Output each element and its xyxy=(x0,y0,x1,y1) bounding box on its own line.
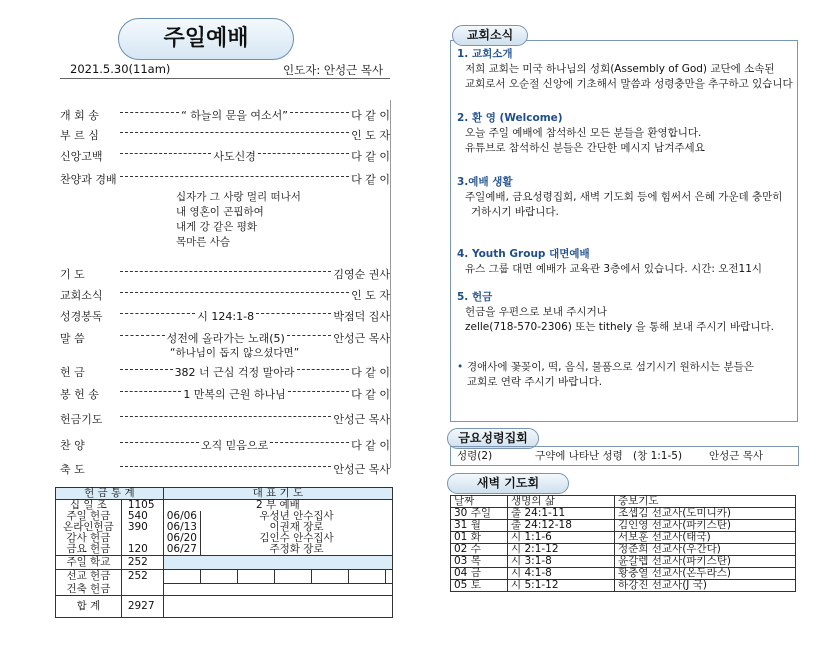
order-content xyxy=(118,107,351,123)
order-content xyxy=(118,308,333,324)
order-label: 축 도 xyxy=(60,463,85,476)
order-label: 교회소식 xyxy=(60,289,103,302)
news-line: 오늘 주일 예배에 참석하신 모든 분들을 환영합니다. xyxy=(465,127,702,139)
dawn-reading: 출 24:1-11 xyxy=(508,508,615,520)
order-role: 다 같 이 xyxy=(351,173,390,186)
order-label: 신앙고백 xyxy=(60,150,103,163)
order-row xyxy=(60,171,390,187)
news-line: 헌금을 우편으로 보내 주시거나 xyxy=(465,306,607,318)
order-content xyxy=(118,411,333,427)
order-row xyxy=(60,330,390,346)
dawn-date: 04 금 xyxy=(451,568,508,580)
news-tab: 교회소식 xyxy=(452,25,528,46)
order-row xyxy=(60,127,390,143)
lyric-line: 내 영혼이 곤핍하여 xyxy=(176,206,264,218)
dashed-leader xyxy=(120,313,195,314)
dashed-leader xyxy=(120,153,211,154)
dashed-leader xyxy=(290,112,349,113)
grid-cell xyxy=(237,570,274,584)
order-role: 다 같 이 xyxy=(351,150,390,163)
prayer-name: 주정화 장로 xyxy=(269,543,324,555)
table-row xyxy=(451,520,796,532)
dawn-header: 날짜 xyxy=(451,496,508,508)
dashed-leader xyxy=(120,391,181,392)
order-row xyxy=(60,107,390,123)
order-role: 인 도 자 xyxy=(351,129,390,142)
order-row xyxy=(60,287,390,303)
offering-name: 금요 헌금 xyxy=(56,544,122,556)
order-content-text: 382 너 근심 걱정 말아라 xyxy=(174,366,295,379)
dashed-leader xyxy=(256,313,331,314)
grid-cell xyxy=(274,570,311,584)
offering-amount: 252 xyxy=(121,570,163,584)
offering-name: 선교 헌금 xyxy=(56,570,122,584)
order-content-text: 1 만복의 근원 하나님 xyxy=(183,388,286,401)
header-divider xyxy=(60,78,390,79)
offering-name: 감사 헌금 xyxy=(56,533,122,544)
prayer-name: 김인수 안수집사 xyxy=(259,532,334,544)
order-role: 다 같 이 xyxy=(351,109,390,122)
table-row xyxy=(451,580,796,592)
dawn-date: 05 토 xyxy=(451,580,508,592)
prayer-service: 2 부 예배 xyxy=(255,499,300,511)
prayer-date: 06/13 xyxy=(163,522,200,533)
order-content xyxy=(118,364,351,380)
offering-name: 온라인헌금 xyxy=(56,522,122,533)
dawn-intercession: 정준희 선교사(우간다) xyxy=(615,544,796,556)
dashed-leader xyxy=(258,153,349,154)
news-heading: 4. Youth Group 대면예배 xyxy=(457,248,590,260)
order-row xyxy=(60,411,390,427)
order-content xyxy=(118,171,351,187)
order-label: 기 도 xyxy=(60,268,85,281)
order-role: 안성근 목사 xyxy=(333,413,390,426)
news-section-4 xyxy=(457,247,793,277)
dashed-leader xyxy=(120,466,331,467)
order-content xyxy=(118,386,351,402)
order-role: 안성근 목사 xyxy=(333,332,390,345)
grid-cell xyxy=(348,570,385,584)
order-role: 박점덕 집사 xyxy=(333,310,390,323)
dashed-leader xyxy=(288,391,349,392)
table-row xyxy=(451,544,796,556)
lyric-line: 내게 강 같은 평화 xyxy=(176,221,258,233)
news-section-2 xyxy=(457,111,793,156)
grid-cell xyxy=(385,570,392,584)
table-row xyxy=(451,532,796,544)
dawn-date: 01 화 xyxy=(451,532,508,544)
order-content xyxy=(118,287,351,303)
order-content-text: “ 하늘의 문을 여소서” xyxy=(181,109,289,122)
order-role: 안성근 목사 xyxy=(333,463,390,476)
news-heading: 2. 환 영 (Welcome) xyxy=(457,112,563,124)
order-label: 헌 금 xyxy=(60,366,85,379)
offering-total-label: 합 계 xyxy=(56,595,122,617)
dashed-leader xyxy=(120,335,165,336)
grid-cell xyxy=(200,570,237,584)
order-role: 다 같 이 xyxy=(351,366,390,379)
dawn-date: 02 수 xyxy=(451,544,508,556)
grid-cell xyxy=(311,570,348,584)
news-line: 경애사에 꽃꽂이, 떡, 음식, 물품으로 섬기시기 원하시는 분들은 xyxy=(467,361,754,373)
news-line: 유스 그룹 대면 예배가 교육관 3층에서 있습니다. 시간: 오전11시 xyxy=(465,263,763,275)
dawn-intercession: 황충열 선교사(온두라스) xyxy=(615,568,796,580)
order-row xyxy=(60,386,390,402)
dawn-header: 생명의 삶 xyxy=(508,496,615,508)
dawn-reading: 시 1:1-6 xyxy=(508,532,615,544)
dashed-leader xyxy=(120,176,349,177)
offering-prayer-table xyxy=(55,487,393,618)
dawn-intercession: 하강진 선교사(J 국) xyxy=(615,580,796,592)
offering-amount: 120 xyxy=(121,544,163,556)
offering-amount xyxy=(121,584,163,596)
offering-name: 주일 헌금 xyxy=(56,511,122,522)
order-row xyxy=(60,308,390,324)
dawn-date: 31 월 xyxy=(451,520,508,532)
offering-total: 2927 xyxy=(121,595,163,617)
page-title: 주일예배 xyxy=(118,18,294,60)
praise-lyrics xyxy=(176,190,301,250)
order-row xyxy=(60,148,390,164)
friday-speaker: 안성근 목사 xyxy=(709,450,764,462)
prayer-date: 06/20 xyxy=(163,533,200,544)
dashed-leader xyxy=(287,335,332,336)
offering-name: 십 일 조 xyxy=(56,500,122,512)
dawn-prayer-table xyxy=(450,495,796,592)
order-label: 말 씀 xyxy=(60,332,85,345)
prayer-name: 이권재 장로 xyxy=(269,521,324,533)
dashed-leader xyxy=(120,271,331,272)
dawn-reading: 시 2:1-12 xyxy=(508,544,615,556)
grid-cell xyxy=(163,570,200,584)
dawn-table-body xyxy=(451,508,796,592)
order-row xyxy=(60,364,390,380)
order-row xyxy=(60,266,390,282)
dawn-reading: 시 3:1-8 xyxy=(508,556,615,568)
lyric-line: 십자가 그 사랑 멀리 떠나서 xyxy=(176,191,301,203)
dashed-leader xyxy=(297,369,350,370)
dawn-date: 03 목 xyxy=(451,556,508,568)
order-label: 부 르 심 xyxy=(60,129,99,142)
order-role: 다 같 이 xyxy=(351,388,390,401)
service-leader: 인도자: 안성근 목사 xyxy=(283,63,384,77)
order-label: 봉 헌 송 xyxy=(60,388,99,401)
dawn-reading: 시 5:1-12 xyxy=(508,580,615,592)
sermon-subtitle: “하나님이 돕지 않으셨다면” xyxy=(170,347,300,359)
friday-tab: 금요성령집회 xyxy=(447,428,539,449)
dawn-reading: 시 4:1-8 xyxy=(508,568,615,580)
offering-amount: 390 xyxy=(121,522,163,533)
dawn-reading: 출 24:12-18 xyxy=(508,520,615,532)
news-heading: 3.예배 생활 xyxy=(457,176,513,188)
dawn-intercession: 조셉김 선교사(도미니카) xyxy=(615,508,796,520)
dawn-intercession: 윤갈렙 선교사(파키스탄) xyxy=(615,556,796,568)
order-content xyxy=(118,461,333,477)
lyric-line: 목마른 사슴 xyxy=(176,236,231,248)
order-content-text: 성전에 올라가는 노래(5) xyxy=(166,332,285,345)
news-section-5 xyxy=(457,290,793,335)
news-section-1 xyxy=(457,47,793,92)
dashed-leader xyxy=(120,369,173,370)
order-content xyxy=(118,148,351,164)
order-row xyxy=(60,437,390,453)
news-line: 교회로서 오순절 신앙에 기초해서 말씀과 성령충만을 추구하고 있습니다 xyxy=(465,78,793,90)
order-content-text: 사도신경 xyxy=(213,150,256,163)
news-line: 교회로 연락 주시기 바랍니다. xyxy=(467,376,603,388)
friday-row xyxy=(450,446,799,466)
dawn-date: 30 주일 xyxy=(451,508,508,520)
dashed-leader xyxy=(120,292,349,293)
order-role: 인 도 자 xyxy=(351,289,390,302)
prayer-date: 06/06 xyxy=(163,511,200,522)
order-label: 개 회 송 xyxy=(60,109,99,122)
friday-title: 성령(2) xyxy=(457,450,493,462)
order-label: 헌금기도 xyxy=(60,413,103,426)
order-content xyxy=(118,330,333,346)
order-divider xyxy=(390,100,391,468)
order-role: 김영순 권사 xyxy=(333,268,390,281)
order-label: 찬 양 xyxy=(60,439,85,452)
news-line: 주일예배, 금요성령집회, 새벽 기도회 등에 힘써서 은혜 가운데 충만히 xyxy=(465,191,783,203)
dashed-leader xyxy=(270,442,349,443)
offering-title: 헌 금 통 계 xyxy=(56,488,164,500)
prayer-date: 06/27 xyxy=(163,544,200,556)
friday-verse: (창 1:1-5) xyxy=(633,450,683,462)
grid-cell xyxy=(163,595,392,617)
offering-amount: 540 xyxy=(121,511,163,522)
news-heading: 5. 헌금 xyxy=(457,291,493,303)
offering-amount: 252 xyxy=(121,556,163,570)
dawn-header: 중보기도 xyxy=(615,496,796,508)
table-row xyxy=(451,568,796,580)
prayer-blank-band xyxy=(163,556,392,570)
news-line: 유튜브로 참석하신 분들은 간단한 메시지 남겨주세요 xyxy=(465,142,705,154)
friday-topic: 구약에 나타난 성령 xyxy=(535,450,623,462)
order-content xyxy=(118,127,351,143)
dawn-tab: 새벽 기도회 xyxy=(447,473,569,494)
news-line: zelle(718-570-2306) 또는 tithely 을 통해 보내 주시기 바랍니다. xyxy=(465,321,774,333)
offering-amount: 1105 xyxy=(121,500,163,512)
offering-name: 건축 헌금 xyxy=(56,584,122,596)
order-content-text: 오직 믿음으로 xyxy=(200,439,269,452)
dashed-leader xyxy=(120,112,179,113)
service-date: 2021.5.30(11am) xyxy=(70,62,171,76)
order-content xyxy=(118,266,333,282)
order-label: 성경봉독 xyxy=(60,310,103,323)
news-line: 저희 교회는 미국 하나님의 성회(Assembly of God) 교단에 소속된 xyxy=(465,63,775,75)
dawn-intercession: 김인영 선교사(파키스탄) xyxy=(615,520,796,532)
news-section-3 xyxy=(457,175,793,220)
dashed-leader xyxy=(120,132,349,133)
dawn-intercession: 서보훈 선교사(태국) xyxy=(615,532,796,544)
table-row xyxy=(451,556,796,568)
order-row xyxy=(60,461,390,477)
news-line: 거하시기 바랍니다. xyxy=(471,206,559,218)
prayer-name: 우성년 안수집사 xyxy=(259,510,334,522)
news-bullet xyxy=(457,360,793,390)
order-role: 다 같 이 xyxy=(351,439,390,452)
prayer-title: 대 표 기 도 xyxy=(163,488,392,500)
news-heading: 1. 교회소개 xyxy=(457,48,513,60)
order-content-text: 시 124:1-8 xyxy=(197,310,255,323)
dashed-leader xyxy=(120,416,331,417)
order-content xyxy=(118,437,351,453)
bullet-dot-icon: • xyxy=(457,361,464,373)
order-label: 찬양과 경배 xyxy=(60,173,117,186)
offering-name: 주일 학교 xyxy=(56,556,122,570)
grid-cell xyxy=(163,584,392,596)
table-row xyxy=(451,508,796,520)
dashed-leader xyxy=(120,442,199,443)
